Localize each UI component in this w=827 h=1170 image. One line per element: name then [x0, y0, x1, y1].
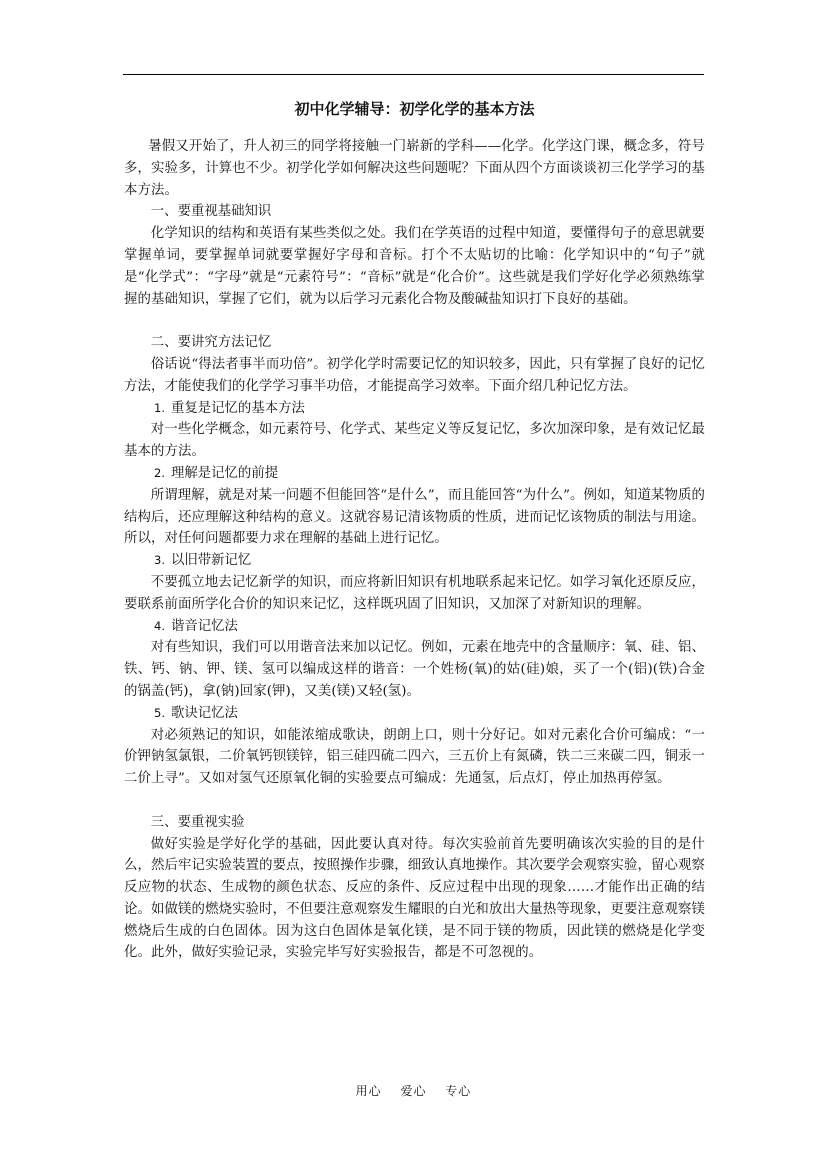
- method-text-3: 不要孤立地去记忆新学的知识，而应将新旧知识有机地联系起来记忆。如学习氧化还原反应，要联系前面所学化合价的知识来记忆，这样既巩固了旧知识，又加深了对新知识的理解。: [124, 574, 705, 612]
- section-spacer: [124, 310, 705, 332]
- intro-paragraph: 暑假又开始了，升人初三的同学将接触一门崭新的学科——化学。化学这门课，概念多，符号多，实验多，计算也不少。初学化学如何解决这些问题呢？下面从四个方面谈谈初三化学学习的基本方法。: [124, 139, 705, 198]
- method-label: 理解是记忆的前提: [170, 465, 279, 481]
- document-body: [124, 96, 705, 964]
- method-heading-1: [124, 398, 705, 420]
- method-number: 1.: [154, 400, 165, 415]
- page-footer: 用心 爱心 专心: [355, 1084, 472, 1098]
- method-text-5: 对必须熟记的知识，如能浓缩成歌诀，朗朗上口，则十分好记。如对元素化合价可编成：“一价钾钠氢氯银，二价氧钙钡镁锌，铝三硅四硫二四六，三五价上有氮磷，铁二三来碳二四，铜汞一二价上寻”。又如对氢气还原氧化铜的实验要点可编成：先通氢，后点灯，停止加热再停氢。: [124, 727, 705, 787]
- method-label: 歌诀记忆法: [170, 705, 238, 721]
- method-number: 2.: [154, 465, 165, 480]
- method-label: 以旧带新记忆: [170, 553, 252, 569]
- section-heading-basics: 一、要重视基础知识: [150, 204, 272, 220]
- method-label: 重复是记忆的基本方法: [170, 400, 305, 416]
- method-number: 3.: [154, 553, 165, 568]
- header-rule: [123, 74, 704, 75]
- method-heading-3: [124, 550, 705, 572]
- method-text-1: 对一些化学概念，如元素符号、化学式、某些定义等反复记忆，多次加深印象，是有效记忆最基本的方法。: [124, 422, 705, 460]
- method-text-2: 所谓理解，就是对某一问题不但能回答“是什么”，而且能回答“为什么”。例如，知道某物质的结构后，还应理解这种结构的意义。这就容易记清该物质的性质，进而记忆该物质的制法与用途。所以，对任何问题都要力求在理解的基础上进行记忆。: [124, 487, 705, 547]
- method-label: 谐音记忆法: [170, 618, 238, 634]
- document-title: 初中化学辅导：初学化学的基本方法: [294, 100, 535, 118]
- section-basics-paragraph: 化学知识的结构和英语有某些类似之处。我们在学英语的过程中知道，要懂得句子的意思就要掌握单词，要掌握单词就要掌握好字母和音标。打个不太贴切的比喻：化学知识中的“句子”就是“化学式”：“字母”就是“元素符号”：“音标”就是“化合价”。这些就是我们学好化学必须熟练掌握的基础知识，掌握了它们，就为以后学习元素化合物及酸碱盐知识打下良好的基础。: [124, 226, 705, 307]
- section-heading-memory: 二、要讲究方法记忆: [150, 335, 272, 351]
- method-heading-4: [124, 616, 705, 638]
- method-heading-2: [124, 463, 705, 485]
- method-number: 4.: [154, 618, 165, 633]
- method-number: 5.: [154, 705, 165, 720]
- method-text-4: 对有些知识，我们可以用谐音法来加以记忆。例如，元素在地壳中的含量顺序：氧、硅、铝、铁、钙、钠、钾、镁、氢可以编成这样的谐音：一个姓杨(氧)的姑(硅)娘，买了一个(铝)(铁)合金的锅盖(钙)，拿(钠)回家(钾)，又美(镁)又轻(氢)。: [124, 640, 705, 699]
- section-memory-paragraph: 俗话说“得法者事半而功倍”。初学化学时需要记忆的知识较多，因此，只有掌握了良好的记忆方法，才能使我们的化学学习事半功倍，才能提高学习效率。下面介绍几种记忆方法。: [124, 356, 705, 394]
- method-heading-5: [124, 703, 705, 725]
- section-experiments-paragraph: 做好实验是学好化学的基础，因此要认真对待。每次实验前首先要明确该次实验的目的是什么，然后牢记实验装置的要点，按照操作步骤，细致认真地操作。其次要学会观察实验，留心观察反应物的状态、生成物的颜色状态、反应的条件、反应过程中出现的现象……才能作出正确的结论。如做镁的燃烧实验时，不但要注意观察发生耀眼的白光和放出大量热等现象，更要注意观察镁燃烧后生成的白色固体。因为这白色固体是氧化镁，是不同于镁的物质，因此镁的燃烧是化学变化。此外，做好实验记录，实验完毕写好实验报告，都是不可忽视的。: [124, 836, 705, 961]
- section-heading-experiments: 三、要重视实验: [150, 814, 245, 830]
- section-spacer: [124, 790, 705, 812]
